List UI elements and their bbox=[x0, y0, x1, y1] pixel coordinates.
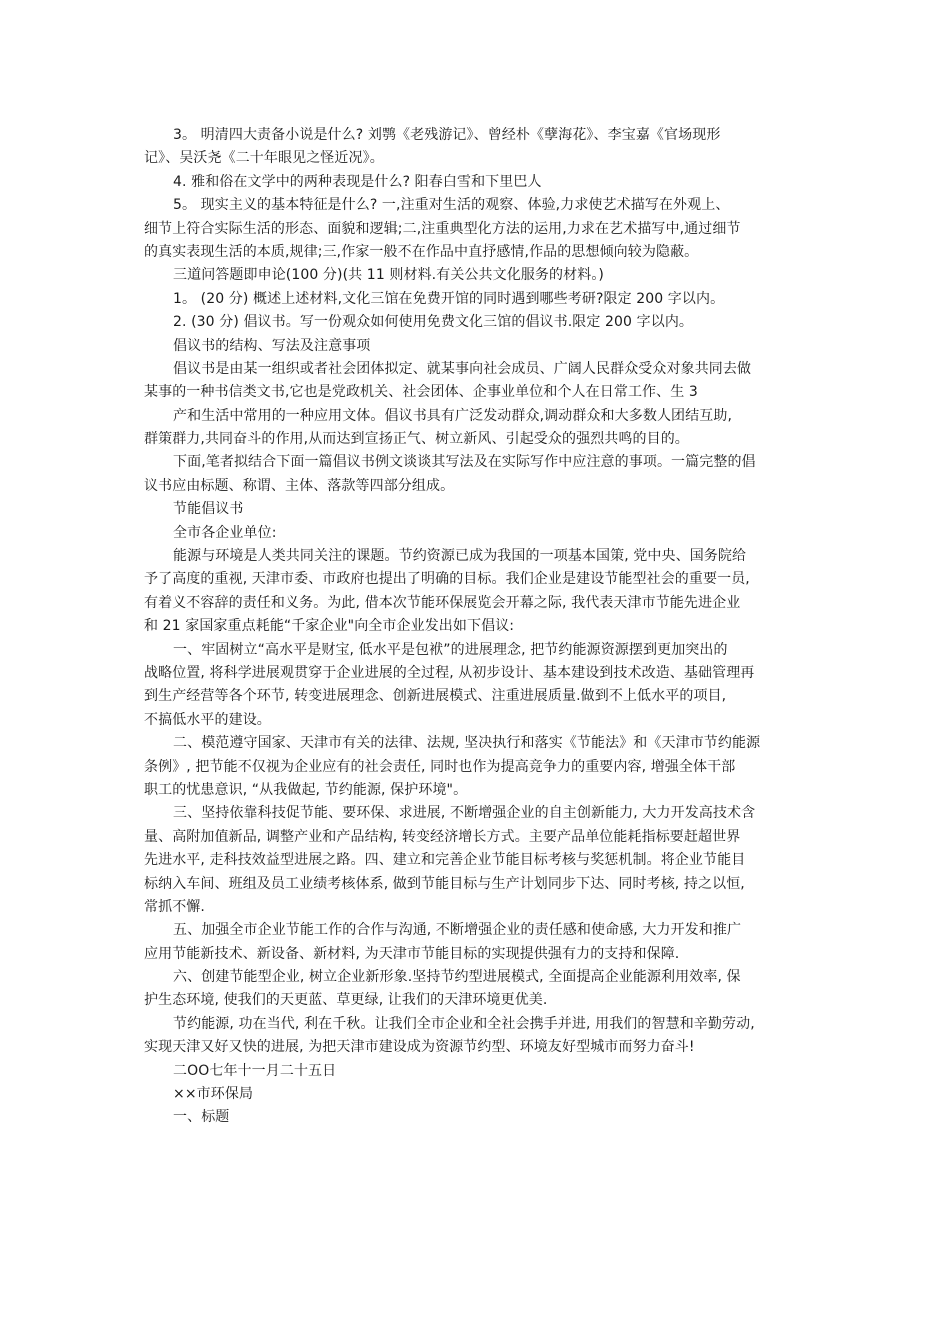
text-line: 和 21 家国家重点耗能“千家企业"向全市企业发出如下倡议: bbox=[144, 618, 515, 635]
text-line: 三道问答题即申论(100 分)(共 11 则材料.有关公共文化服务的材料。) bbox=[173, 267, 604, 284]
text-line: 议书应由标题、称谓、主体、落款等四部分组成。 bbox=[144, 477, 455, 494]
text-line: 常抓不懈. bbox=[144, 898, 205, 915]
text-line: 二、模范遵守国家、天津市有关的法律、法规, 坚决执行和落实《节能法》和《天津市节约能源 bbox=[173, 735, 761, 752]
text-line: 某事的一种书信类文书,它也是党政机关、社会团体、企事业单位和个人在日常工作、生 3 bbox=[144, 384, 698, 401]
text-line: 三、坚持依靠科技促节能、要环保、求进展, 不断增强企业的自主创新能力, 大力开发高技术含 bbox=[173, 805, 756, 822]
text-line: 到生产经营等各个环节, 转变进展理念、创新进展模式、注重进展质量.做到不上低水平的项目, bbox=[144, 688, 727, 705]
text-line: 下面,笔者拟结合下面一篇倡议书例文谈谈其写法及在实际写作中应注意的事项。一篇完整的倡 bbox=[173, 454, 756, 471]
text-line: 1。 (20 分) 概述上述材料,文化三馆在免费开馆的同时遇到哪些考研?限定 200 字以内。 bbox=[173, 290, 725, 307]
text-line: 二OO七年十一月二十五日 bbox=[173, 1062, 337, 1079]
text-line: 记》、吴沃尧《二十年眼见之怪近况》。 bbox=[144, 150, 384, 167]
text-line: 量、高附加值新品, 调整产业和产品结构, 转变经济增长方式。主要产品单位能耗指标要赶超世界 bbox=[144, 828, 741, 845]
text-line: 有着义不容辞的责任和义务。为此, 借本次节能环保展览会开幕之际, 我代表天津市节能先进企业 bbox=[144, 594, 741, 611]
text-line: 先进水平, 走科技效益型进展之路。四、建立和完善企业节能目标考核与奖惩机制。将企业节能目 bbox=[144, 852, 746, 869]
text-line: 全市各企业单位: bbox=[173, 524, 277, 541]
text-line: 节能倡议书 bbox=[173, 501, 244, 518]
text-line: 战略位置, 将科学进展观贯穿于企业进展的全过程, 从初步设计、基本建设到技术改造、基础管理再 bbox=[144, 664, 755, 681]
text-line: 职工的忧患意识, “从我做起, 节约能源, 保护环境"。 bbox=[144, 781, 468, 798]
text-line: 予了高度的重视, 天津市委、市政府也提出了明确的目标。我们企业是建设节能型社会的重要一员, bbox=[144, 571, 750, 588]
text-line: 倡议书是由某一组织或者社会团体拟定、就某事向社会成员、广阔人民群众受众对象共同去做 bbox=[173, 360, 752, 377]
text-line: 能源与环境是人类共同关注的课题。节约资源已成为我国的一项基本国策, 党中央、国务院给 bbox=[173, 548, 747, 565]
text-line: 产和生活中常用的一种应用文体。倡议书具有广泛发动群众,调动群众和大多数人团结互助, bbox=[173, 407, 732, 424]
text-line: 2. (30 分) 倡议书。写一份观众如何使用免费文化三馆的倡议书.限定 200 字以内。 bbox=[173, 314, 694, 331]
text-line: 一、牢固树立“高水平是财宝, 低水平是包袱”的进展理念, 把节约能源资源摆到更加突出的 bbox=[173, 641, 728, 658]
text-line: 群策群力,共同奋斗的作用,从而达到宣扬正气、树立新风、引起受众的强烈共鸣的目的。 bbox=[144, 431, 689, 448]
text-line: 一、标题 bbox=[173, 1109, 230, 1126]
text-line: 护生态环境, 使我们的天更蓝、草更绿, 让我们的天津环境更优美. bbox=[144, 992, 548, 1009]
text-line: 3。 明清四大责备小说是什么? 刘鹗《老残游记》、曾经朴《孽海花》、李宝嘉《官场现形 bbox=[173, 127, 721, 143]
text-line: 倡议书的结构、写法及注意事项 bbox=[173, 337, 371, 354]
text-line: 5。 现实主义的基本特征是什么? 一,注重对生活的观察、体验,力求使艺术描写在外观上、 bbox=[173, 197, 730, 214]
text-line: 五、加强全市企业节能工作的合作与沟通, 不断增强企业的责任感和使命感, 大力开发和推广 bbox=[173, 922, 742, 939]
text-line: 4. 雅和俗在文学中的两种表现是什么? 阳春白雪和下里巴人 bbox=[173, 173, 542, 190]
text-line: 标纳入车间、班组及员工业绩考核体系, 做到节能目标与生产计划同步下达、同时考核, 持之以恒, bbox=[144, 875, 745, 892]
text-line: 应用节能新技术、新设备、新材料, 为天津市节能目标的实现提供强有力的支持和保障. bbox=[144, 945, 680, 962]
text-line: 实现天津又好又快的进展, 为把天津市建设成为资源节约型、环境友好型城市而努力奋斗! bbox=[144, 1039, 695, 1056]
document-body bbox=[144, 124, 812, 1130]
text-line: 六、创建节能型企业, 树立企业新形象.坚持节约型进展模式, 全面提高企业能源利用效率, 保 bbox=[173, 969, 741, 986]
text-line: 不搞低水平的建设。 bbox=[144, 711, 271, 728]
text-line: 节约能源, 功在当代, 利在千秋。让我们全市企业和全社会携手并进, 用我们的智慧和辛勤劳动, bbox=[173, 1015, 755, 1032]
text-line: ××市环保局 bbox=[173, 1086, 254, 1103]
text-line: 的真实表现生活的本质,规律;三,作家一般不在作品中直抒感情,作品的思想倾向较为隐蔽。 bbox=[144, 243, 699, 260]
text-line: 条例》, 把节能不仅视为企业应有的社会责任, 同时也作为提高竞争力的重要内容, 增强全体干部 bbox=[144, 758, 736, 775]
text-line: 细节上符合实际生活的形态、面貌和逻辑;二,注重典型化方法的运用,力求在艺术描写中,通过细节 bbox=[144, 220, 741, 237]
